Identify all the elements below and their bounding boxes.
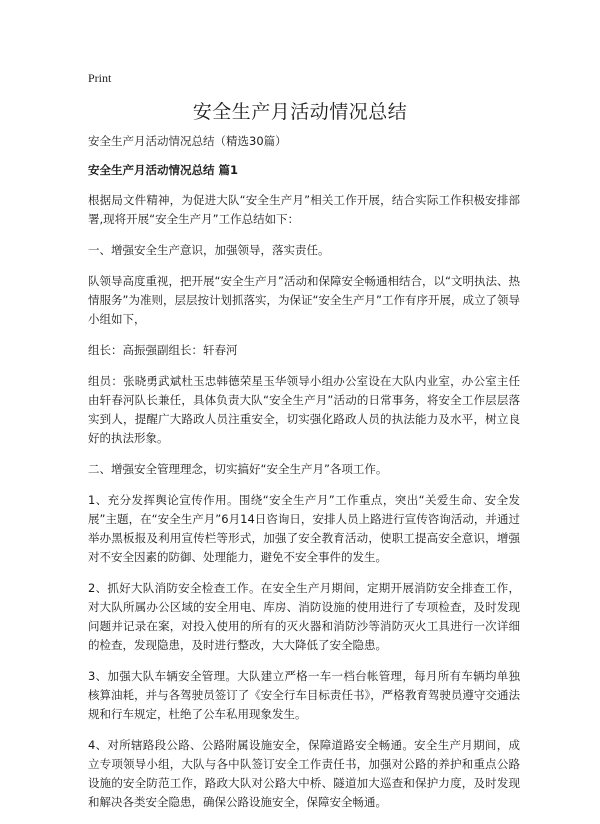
paragraph-intro: 根据局文件精神，为促进大队“安全生产月”相关工作开展，结合实际工作积极安排部署,现将开展“安全生产月”工作总结如下： xyxy=(88,193,520,226)
paragraph-item-3: 3、加强大队车辆安全管理。大队建立严格一车一档台帐管理，每月所有车辆均单独核算油耗，并与各驾驶员签订了《安全行车目标责任书》，严格教育驾驶员遵守交通法规和行车规定，杜绝了公车私用现象发生。 xyxy=(88,669,520,721)
paragraph-item-1: 1、充分发挥舆论宣传作用。围绕“安全生产月”工作重点，突出“关爱生命、安全发展”主题，在“安全生产月”6月14日咨询日，安排人员上路进行宣传咨询活动，并通过举办黑板报及利用宣传栏等形式，加强了安全教育活动，使职工提高安全意识，增强对不安全因素的防御、处理能力，避免不安全事件的发生。 xyxy=(88,493,520,564)
document-body xyxy=(88,132,520,824)
paragraph-leadership: 队领导高度重视，把开展“安全生产月”活动和保障安全畅通相结合，以“文明执法、热情服务”为准则，层层按计划抓落实，为保证“安全生产月”工作有序开展，成立了领导小组如下， xyxy=(88,274,520,326)
print-link[interactable]: Print xyxy=(88,71,112,85)
paragraph-item-2: 2、抓好大队消防安全检查工作。在安全生产月期间，定期开展消防安全排查工作，对大队所属办公区域的安全用电、库房、消防设施的使用进行了专项检查，及时发现问题并记录在案，对投入使用的所有的灭火器和消防沙等消防灭火工具进行一次详细的检查，发现隐患，及时进行整改，大大降低了安全隐患。 xyxy=(88,581,520,652)
paragraph-heading-2: 二、增强安全管理理念，切实搞好“安全生产月”各项工作。 xyxy=(88,462,388,476)
paragraph-heading-1: 一、增强安全生产意识，加强领导，落实责任。 xyxy=(88,243,330,257)
paragraph-group-leaders: 组长：高振强副组长：轩春河 xyxy=(88,343,238,357)
document-subtitle: 安全生产月活动情况总结（精选30篇） xyxy=(88,134,287,148)
paragraph-group-members: 组员：张晓勇武斌杜玉忠韩德荣星玉华领导小组办公室设在大队内业室，办公室主任由轩春河队长兼任，具体负责大队“安全生产月”活动的日常事务，将安全工作层层落实到人，提醒广大路政人员注重安全，切实强化路政人员的执法能力及水平，树立良好的执法形象。 xyxy=(88,374,520,445)
paragraph-item-4: 4、对所辖路段公路、公路附属设施安全，保障道路安全畅通。安全生产月期间，成立专项领导小组，大队与各中队签订安全工作责任书，加强对公路的养护和重点公路设施的安全防范工作，路政大队对公路大中桥、隧道加大巡查和保护力度，及时发现和解决各类安全隐患，确保公路设施安全，保障安全畅通。 xyxy=(88,738,520,809)
section-heading: 安全生产月活动情况总结 篇1 xyxy=(88,163,239,177)
page-title: 安全生产月活动情况总结 xyxy=(192,101,408,123)
